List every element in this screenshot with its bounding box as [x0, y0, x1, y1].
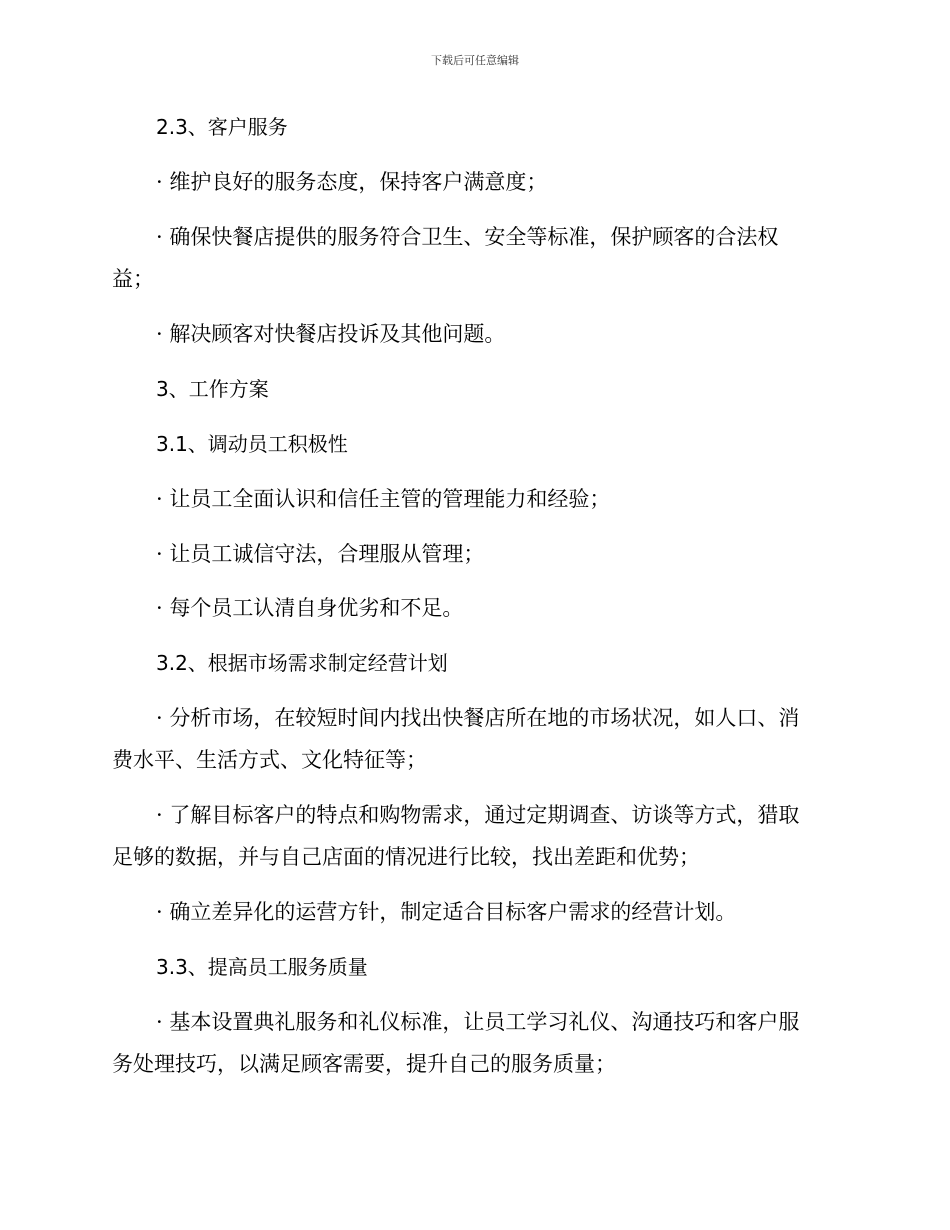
paragraph-continuation: 益；	[112, 267, 154, 291]
paragraph: · 基本设置典礼服务和礼仪标准，让员工学习礼仪、沟通技巧和客户服	[156, 1010, 800, 1034]
paragraph: · 确保快餐店提供的服务符合卫生、安全等标准，保护顾客的合法权	[156, 225, 779, 249]
page-header: 下载后可任意编辑	[431, 54, 519, 67]
paragraph-continuation: 费水平、生活方式、文化特征等；	[112, 748, 427, 772]
paragraph-continuation: 足够的数据，并与自己店面的情况进行比较，找出差距和优势；	[112, 845, 700, 869]
paragraph: · 每个员工认清自身优劣和不足。	[156, 596, 464, 620]
paragraph: · 维护良好的服务态度，保持客户满意度；	[156, 170, 548, 194]
paragraph: · 确立差异化的运营方针，制定适合目标客户需求的经营计划。	[156, 900, 737, 924]
paragraph: · 分析市场，在较短时间内找出快餐店所在地的市场状况，如人口、消	[156, 706, 800, 730]
section-heading-3: 3、工作方案	[156, 377, 269, 401]
paragraph-continuation: 务处理技巧，以满足顾客需要，提升自己的服务质量；	[112, 1052, 616, 1076]
paragraph: · 让员工全面认识和信任主管的管理能力和经验；	[156, 487, 611, 511]
section-heading-2-3: 2.3、客户服务	[156, 115, 288, 139]
section-heading-3-1: 3.1、调动员工积极性	[156, 432, 348, 456]
paragraph: · 了解目标客户的特点和购物需求，通过定期调查、访谈等方式，猎取	[156, 803, 800, 827]
section-heading-3-3: 3.3、提高员工服务质量	[156, 955, 368, 979]
section-heading-3-2: 3.2、根据市场需求制定经营计划	[156, 651, 448, 675]
paragraph: · 让员工诚信守法，合理服从管理；	[156, 542, 485, 566]
paragraph: · 解决顾客对快餐店投诉及其他问题。	[156, 322, 506, 346]
